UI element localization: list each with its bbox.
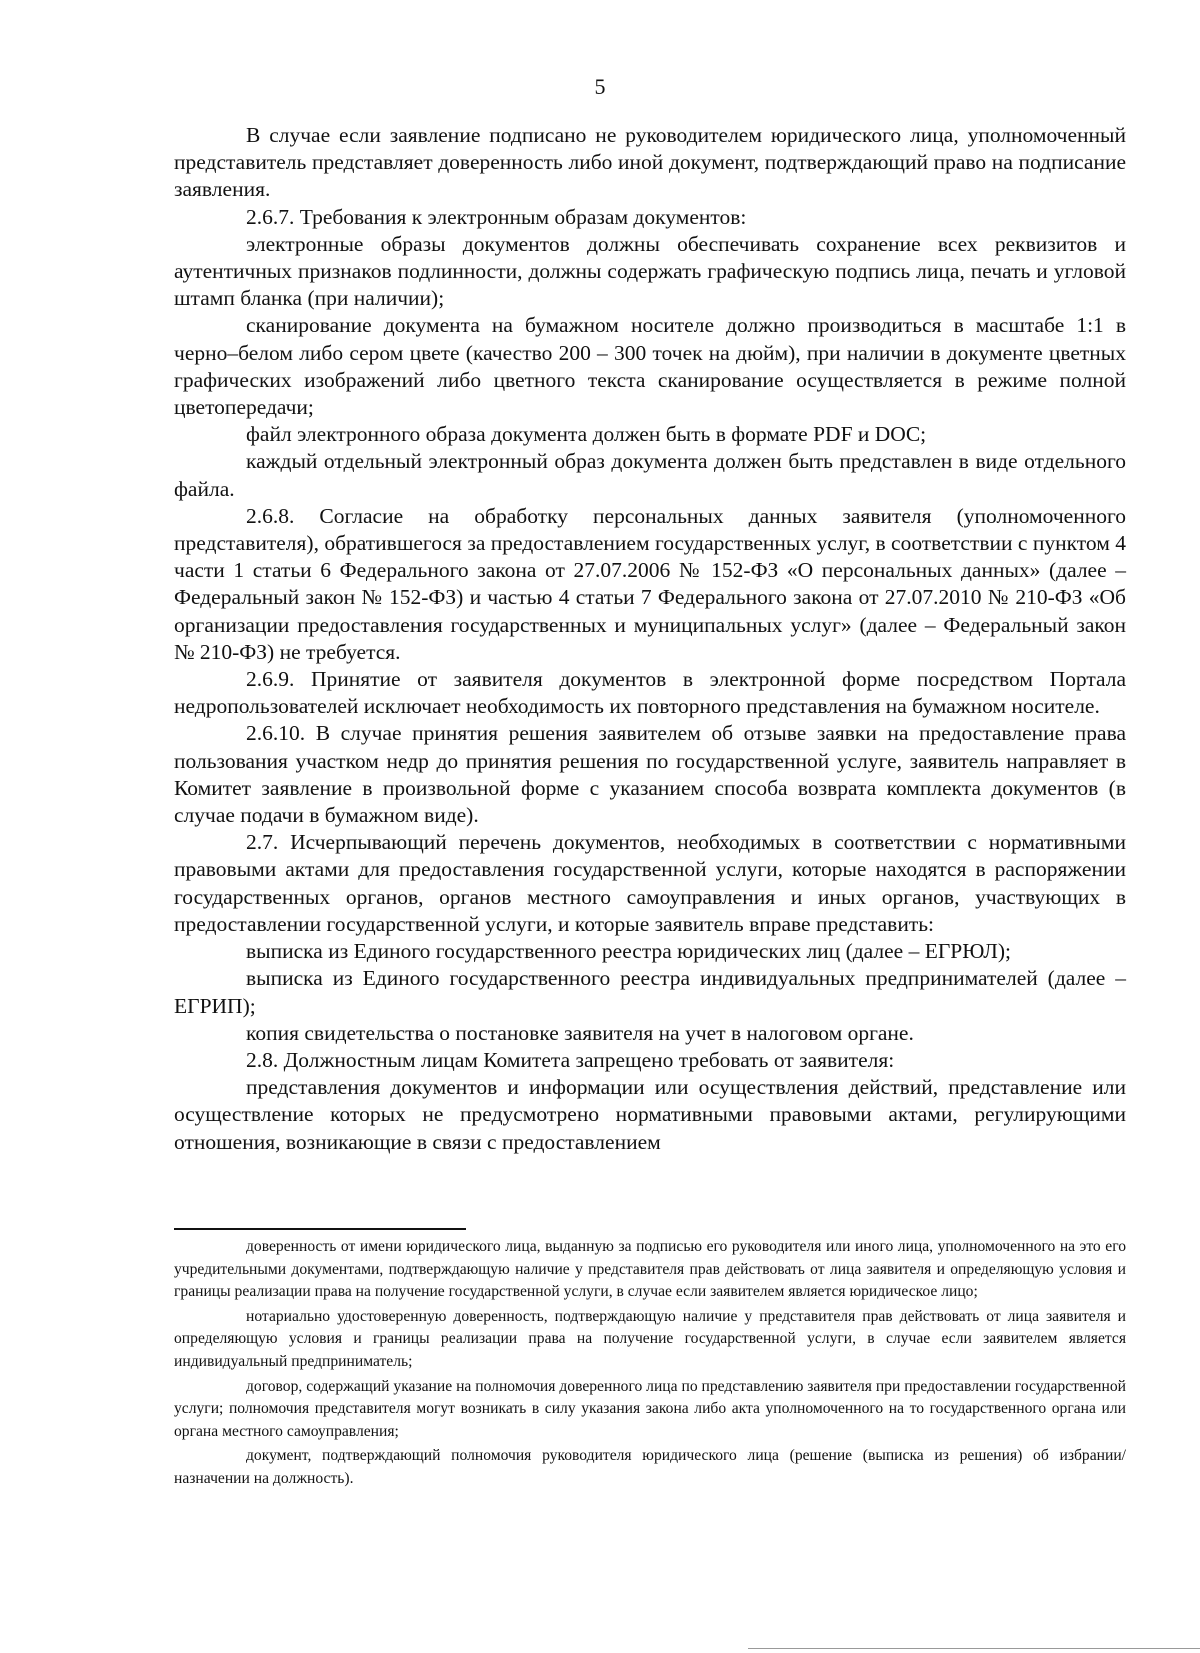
paragraph-2-6-7: 2.6.7. Требования к электронным образам документов: [246, 204, 747, 229]
paragraph-separate-file: каждый отдельный электронный образ документа должен быть представлен в виде отдельного файла. [174, 449, 1126, 501]
footnote-separator [174, 1228, 466, 1230]
paragraph-2-7: 2.7. Исчерпывающий перечень документов, необходимых в соответствии с нормативными правовыми актами для предоставления государственной услуги, которые находятся в распоряжении государственных органов, органов местного самоуправления и иных органов, участвующих в предоставлении государственной услуги, и которые заявитель вправе представить: [174, 830, 1126, 936]
footnote-notarized-power-of-attorney: нотариально удостоверенную доверенность, подтверждающую наличие у представителя прав действовать от лица заявителя и определяющую условия и границы реализации права на получение государственной услуги, в случае если заявителем является индивидуальный предприниматель; [174, 1307, 1126, 1370]
paragraph-egrul: выписка из Единого государственного реестра юридических лиц (далее – ЕГРЮЛ); [246, 939, 1011, 964]
footnotes [174, 1236, 1126, 1491]
scan-edge-line [748, 1648, 1200, 1649]
page-number: 5 [594, 74, 606, 99]
footnote-legal-entity-power-of-attorney: доверенность от имени юридического лица, выданную за подписью его руководителя или иного лица, уполномоченного на это его учредительными документами, подтверждающую наличие у представителя прав действовать от лица заявителя и определяющую условия и границы реализации права на получение государственной услуги, в случае если заявителем является юридическое лицо; [174, 1238, 1126, 1301]
footnote-head-authority-document: документ, подтверждающий полномочия руководителя юридического лица (решение (выписка из решения) об избрании/назначении на должность). [174, 1447, 1126, 1487]
body-text [174, 122, 1126, 1156]
paragraph-tax-certificate: копия свидетельства о постановке заявителя на учет в налоговом органе. [246, 1020, 914, 1045]
paragraph-2-6-9: 2.6.9. Принятие от заявителя документов в электронной форме посредством Портала недропользователей исключает необходимость их повторного представления на бумажном носителе. [174, 667, 1126, 719]
paragraph-signature-note: В случае если заявление подписано не руководителем юридического лица, уполномоченный представитель представляет доверенность либо иной документ, подтверждающий право на подписание заявления. [174, 123, 1126, 202]
paragraph-scanning: сканирование документа на бумажном носителе должно производиться в масштабе 1:1 в черно–белом либо сером цвете (качество 200 – 300 точек на дюйм), при наличии в документе цветных графических изображений либо цветного текста сканирование осуществляется в режиме полной цветопередачи; [174, 313, 1126, 420]
paragraph-prohibited-requirements: представления документов и информации или осуществления действий, представление или осуществление которых не предусмотрено нормативными правовыми актами, регулирующими отношения, возникающие в связи с предоставлением [174, 1075, 1126, 1154]
paragraph-egrip: выписка из Единого государственного реестра индивидуальных предпринимателей (далее – ЕГРИП); [174, 966, 1126, 1018]
paragraph-2-6-10: 2.6.10. В случае принятия решения заявителем об отзыве заявки на предоставление права пользования участком недр до принятия решения по государственной услуге, заявитель направляет в Комитет заявление в произвольной форме с указанием способа возврата комплекта документов (в случае подачи в бумажном виде). [174, 721, 1126, 828]
paragraph-requisites: электронные образы документов должны обеспечивать сохранение всех реквизитов и аутентичных признаков подлинности, должны содержать графическую подпись лица, печать и угловой штамп бланка (при наличии); [174, 231, 1126, 311]
paragraph-file-format: файл электронного образа документа должен быть в формате PDF и DOC; [246, 422, 927, 447]
paragraph-2-6-8: 2.6.8. Согласие на обработку персональных данных заявителя (уполномоченного представителя), обратившегося за предоставлением государственных услуг, в соответствии с пунктом 4 части 1 статьи 6 Федерального закона от 27.07.2006 № 152-ФЗ «О персональных данных» (далее – Федеральный закон № 152-ФЗ) и частью 4 статьи 7 Федерального закона от 27.07.2010 № 210-ФЗ «Об организации предоставления государственных и муниципальных услуг» (далее – Федеральный закон № 210-ФЗ) не требуется. [174, 503, 1126, 664]
paragraph-2-8: 2.8. Должностным лицам Комитета запрещено требовать от заявителя: [246, 1047, 895, 1072]
footnote-agreement: договор, содержащий указание на полномочия доверенного лица по представлению заявителя при предоставлении государственной услуги; полномочия представителя могут возникать в силу указания закона либо акта уполномоченного на то государственного органа или органа местного самоуправления; [174, 1377, 1126, 1440]
